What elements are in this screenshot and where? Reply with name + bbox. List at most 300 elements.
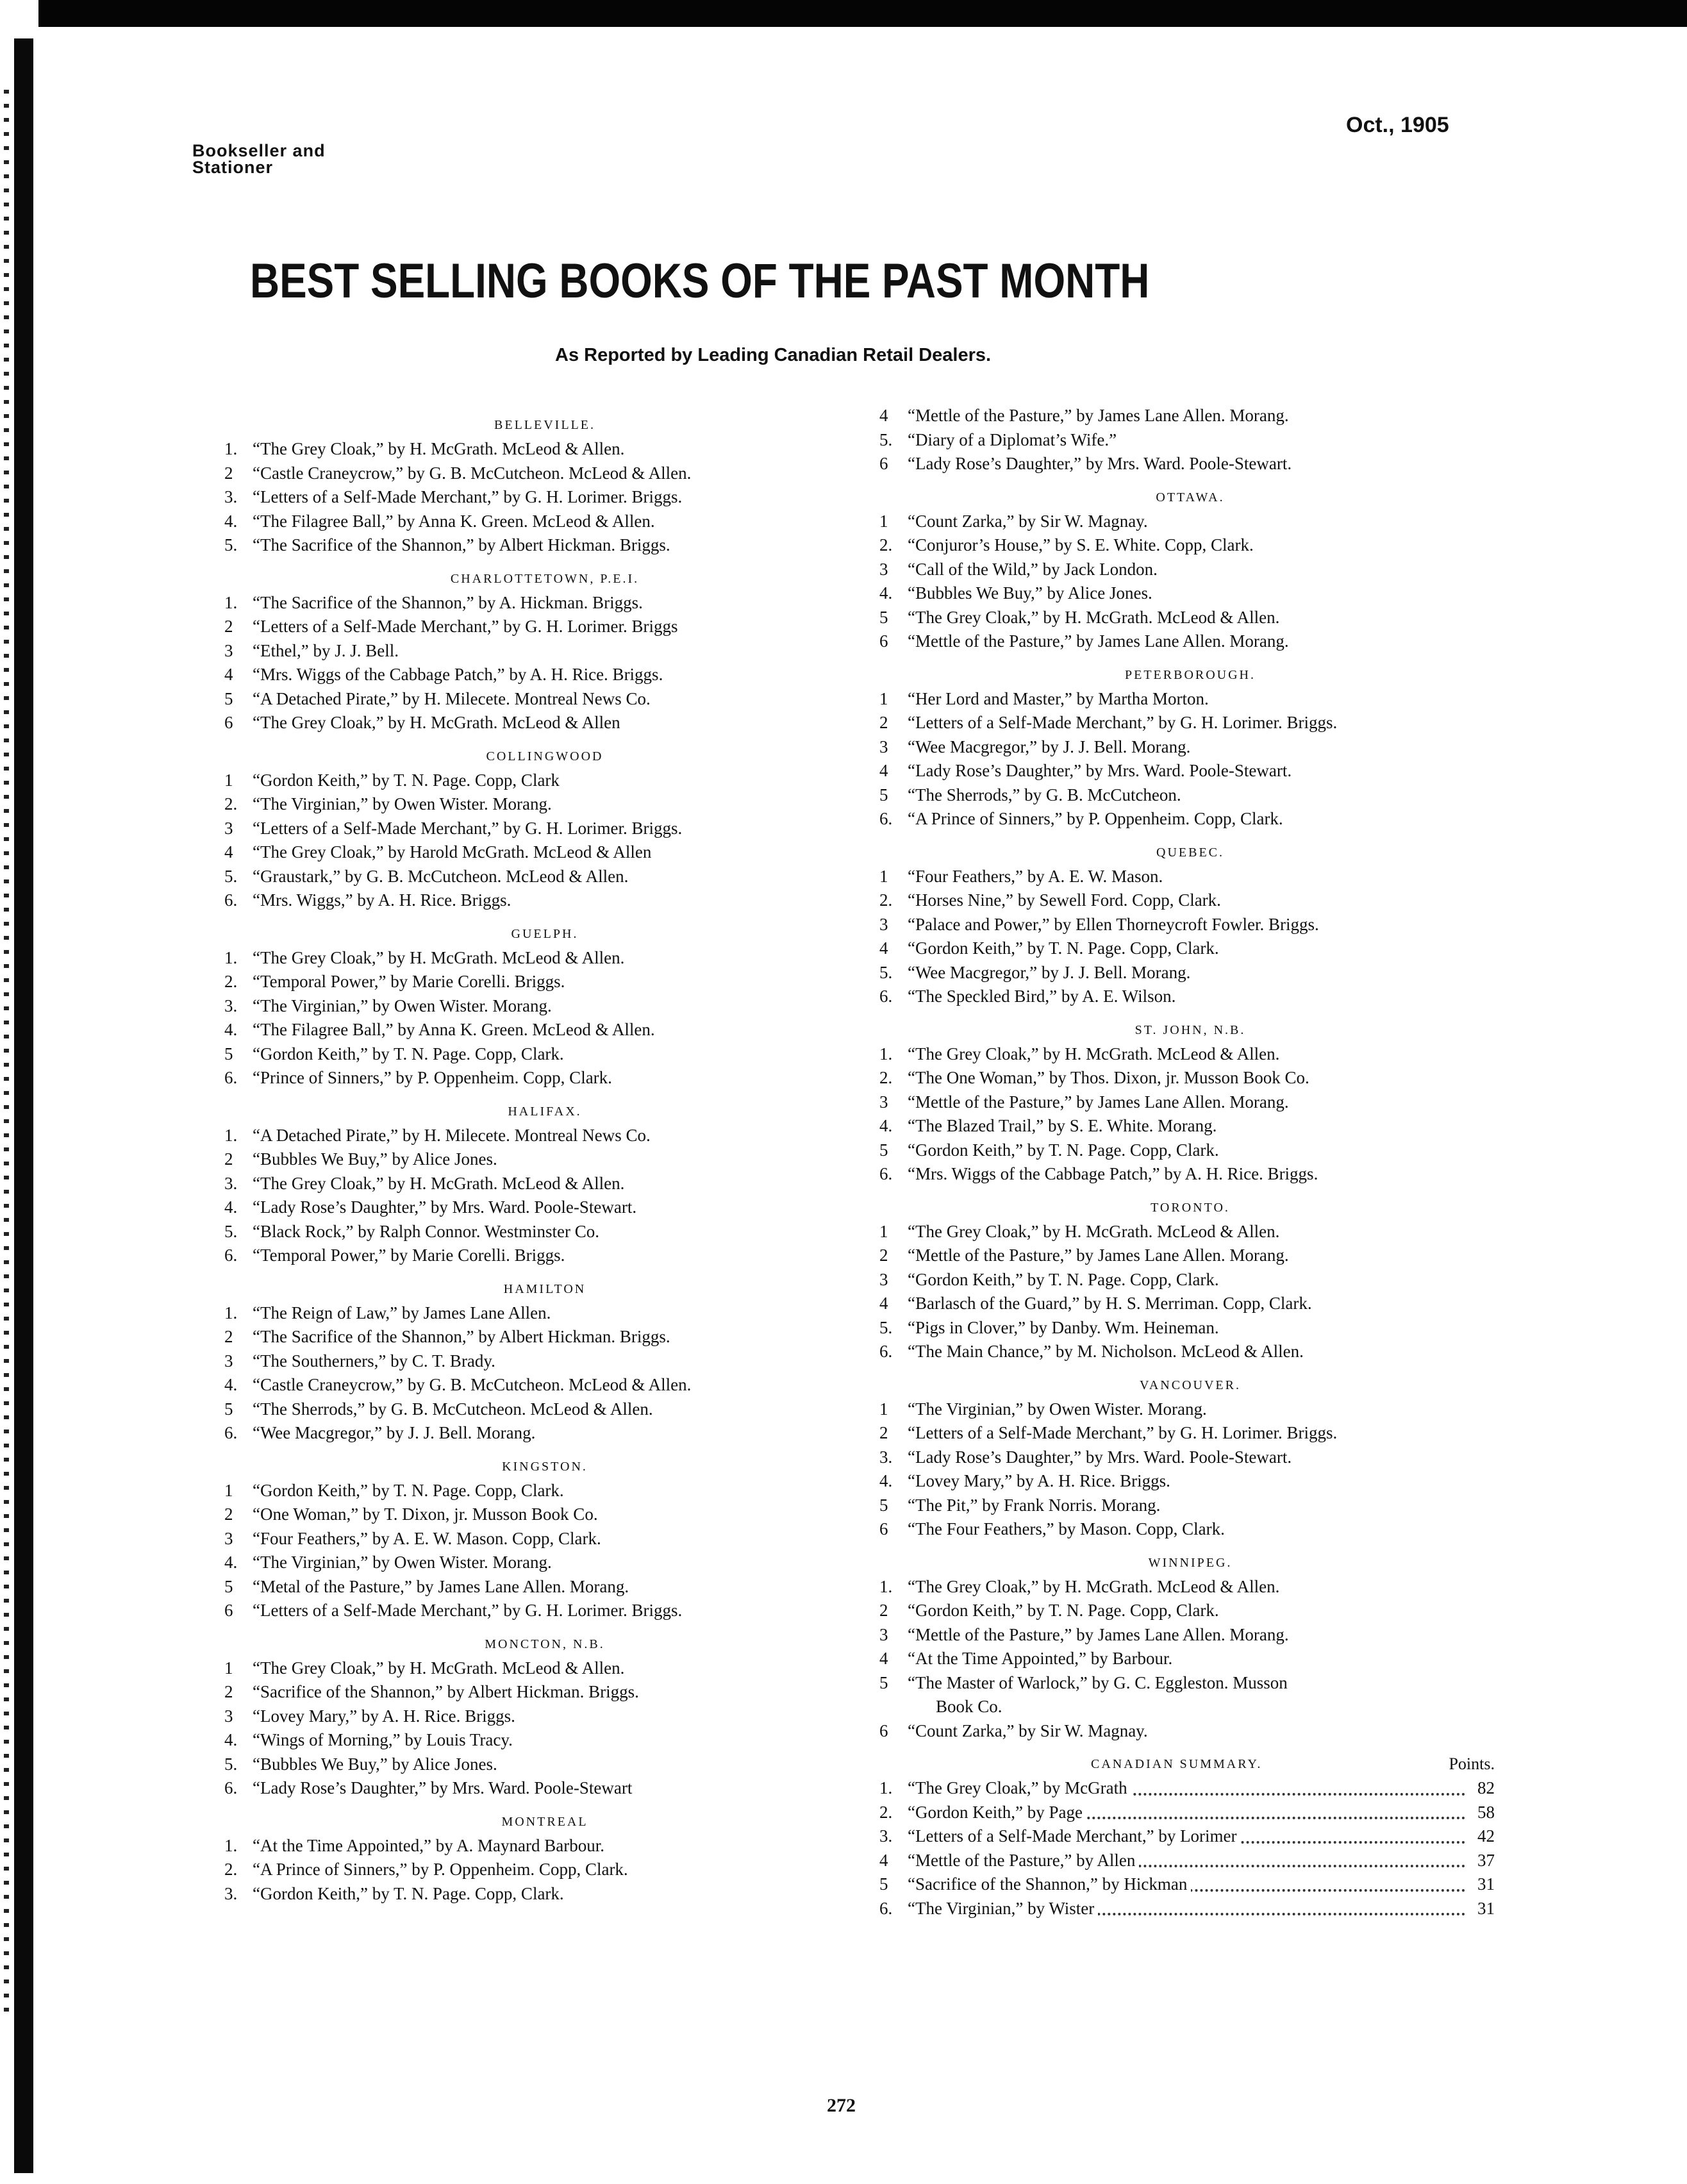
rank-number: 1. xyxy=(224,1835,238,1855)
book-entry-text: “Mettle of the Pasture,” by James Lane Allen. Morang. xyxy=(908,631,1289,651)
book-entry-text: “The Grey Cloak,” by H. McGrath. McLeod & Allen. xyxy=(908,1576,1280,1596)
list-item xyxy=(879,1340,1501,1364)
book-entry-text: “The Grey Cloak,” by H. McGrath. McLeod & Allen. xyxy=(908,1044,1280,1063)
list-item xyxy=(224,1776,865,1801)
rank-number: 2 xyxy=(224,1682,233,1701)
list-item xyxy=(879,1114,1501,1138)
rank-number: 5. xyxy=(224,1221,238,1241)
list-item xyxy=(224,1172,865,1196)
rank-number: 1 xyxy=(224,770,233,790)
book-entry-text: “Wee Macgregor,” by J. J. Bell. Morang. xyxy=(253,1423,536,1442)
book-entry-text: “The Grey Cloak,” by Harold McGrath. McLeod & Allen xyxy=(253,842,652,862)
book-entry-text: Book Co. xyxy=(936,1697,1002,1716)
rank-number: 2 xyxy=(224,463,233,483)
rank-number: 3. xyxy=(224,1883,238,1903)
list-item xyxy=(879,452,1501,476)
list-item xyxy=(224,1728,865,1753)
book-entry-text: “The Speckled Bird,” by A. E. Wilson. xyxy=(908,987,1176,1006)
list-item xyxy=(224,769,865,793)
summary-row xyxy=(879,1801,1501,1825)
rank-number: 1 xyxy=(879,1221,888,1241)
rank-number: 1. xyxy=(224,439,238,458)
list-item xyxy=(224,1656,865,1681)
summary-rank: 3. xyxy=(879,1826,893,1846)
book-entry-text: “The Sherrods,” by G. B. McCutcheon. xyxy=(908,785,1181,804)
book-entry-text: “Four Feathers,” by A. E. W. Mason. xyxy=(908,866,1163,886)
list-item xyxy=(224,485,865,510)
summary-row xyxy=(879,1897,1501,1921)
rank-number: 6 xyxy=(879,1721,888,1740)
rank-number: 2 xyxy=(224,1327,233,1346)
rank-number: 6 xyxy=(879,454,888,473)
list-item xyxy=(879,1719,1501,1744)
book-entry-text: “One Woman,” by T. Dixon, jr. Musson Book Co. xyxy=(253,1505,598,1524)
page-title: BEST SELLING BOOKS OF THE PAST MONTH xyxy=(250,254,1150,308)
rank-number: 4 xyxy=(224,842,233,862)
book-entry-text: “Temporal Power,” by Marie Corelli. Briggs. xyxy=(253,972,565,991)
rank-number: 1 xyxy=(879,511,888,531)
book-entry-text: “The Virginian,” by Owen Wister. Morang. xyxy=(253,794,552,813)
rank-number: 1. xyxy=(224,947,238,967)
rank-number: 4. xyxy=(879,583,893,603)
book-entry-text: “The Sacrifice of the Shannon,” by Albert Hickman. Briggs. xyxy=(253,535,670,554)
book-entry-text: “The Grey Cloak,” by H. McGrath. McLeod & Allen. xyxy=(908,607,1280,627)
rank-number: 1 xyxy=(224,1658,233,1678)
list-item xyxy=(879,606,1501,630)
list-item xyxy=(224,1244,865,1268)
rank-number: 2 xyxy=(879,1423,888,1442)
rank-number: 3 xyxy=(879,1624,888,1644)
page-subtitle: As Reported by Leading Canadian Retail Dealers. xyxy=(555,345,992,365)
list-item xyxy=(879,735,1501,760)
book-entry-text: “Mettle of the Pasture,” by James Lane Allen. Morang. xyxy=(908,1092,1289,1112)
book-entry-text: “The Grey Cloak,” by H. McGrath. McLeod & Allen. xyxy=(908,1221,1280,1241)
list-item xyxy=(224,462,865,486)
book-entry-text: “Castle Craneycrow,” by G. B. McCutcheon. McLeod & Allen. xyxy=(253,1375,692,1394)
book-entry-text: “The Sacrifice of the Shannon,” by Albert Hickman. Briggs. xyxy=(253,1327,670,1346)
list-item xyxy=(879,1494,1501,1518)
rank-number: 5 xyxy=(224,1399,233,1419)
list-item xyxy=(224,1575,865,1599)
list-item xyxy=(879,1268,1501,1292)
book-entry-text: “Lady Rose’s Daughter,” by Mrs. Ward. Poole-Stewart. xyxy=(253,1197,637,1217)
list-item xyxy=(879,1162,1501,1187)
book-entry-text: “Lady Rose’s Daughter,” by Mrs. Ward. Poole-Stewart xyxy=(253,1778,633,1797)
rank-number: 5. xyxy=(224,1754,238,1774)
summary-book-text: “Sacrifice of the Shannon,” by Hickman xyxy=(908,1872,1191,1897)
rank-number: 2 xyxy=(879,1246,888,1265)
rank-number: 4. xyxy=(879,1471,893,1490)
rank-number: 1. xyxy=(879,1576,893,1596)
rank-number: 3 xyxy=(224,818,233,838)
book-entry-text: “Bubbles We Buy,” by Alice Jones. xyxy=(253,1754,497,1774)
city-heading: TORONTO. xyxy=(1151,1200,1230,1215)
rank-number: 5. xyxy=(879,962,893,982)
list-item xyxy=(224,1834,865,1858)
right-column-lists xyxy=(879,404,1501,1743)
rank-number: 3. xyxy=(224,996,238,1015)
list-item xyxy=(224,792,865,817)
list-item xyxy=(224,1147,865,1172)
rank-number: 5. xyxy=(224,866,238,886)
list-item xyxy=(224,1599,865,1623)
book-entry-text: “The Blazed Trail,” by S. E. White. Morang. xyxy=(908,1116,1217,1135)
masthead xyxy=(192,142,326,176)
book-entry-text: “Pigs in Clover,” by Danby. Wm. Heineman. xyxy=(908,1317,1219,1337)
list-item xyxy=(224,1680,865,1705)
book-entry-text: “Mettle of the Pasture,” by James Lane Allen. Morang. xyxy=(908,406,1289,425)
book-entry-text: “The Virginian,” by Owen Wister. Morang. xyxy=(908,1399,1207,1419)
list-item xyxy=(224,865,865,889)
rank-number: 1. xyxy=(224,1303,238,1322)
summary-book-text: “Letters of a Self-Made Merchant,” by Lorimer xyxy=(908,1824,1241,1849)
summary-rank: 4 xyxy=(879,1850,888,1870)
rank-number: 6 xyxy=(879,631,888,651)
rank-number: 2. xyxy=(224,1860,238,1879)
rank-number: 1 xyxy=(224,1480,233,1500)
rank-number: 2 xyxy=(224,1505,233,1524)
book-entry-text: “Letters of a Self-Made Merchant,” by G. H. Lorimer. Briggs. xyxy=(253,1601,683,1620)
book-entry-text: “A Detached Pirate,” by H. Milecete. Montreal News Co. xyxy=(253,1125,651,1145)
right-column xyxy=(879,404,1501,1921)
book-entry-text: “Castle Craneycrow,” by G. B. McCutcheon. McLeod & Allen. xyxy=(253,463,692,483)
rank-number: 3 xyxy=(879,914,888,934)
list-item xyxy=(224,1503,865,1527)
list-item xyxy=(879,1623,1501,1647)
summary-points: 37 xyxy=(1467,1849,1495,1873)
book-entry-text: “Wee Macgregor,” by J. J. Bell. Morang. xyxy=(908,737,1191,756)
list-item xyxy=(224,994,865,1019)
city-section xyxy=(879,1196,1501,1364)
summary-rank: 5 xyxy=(879,1874,888,1894)
scan-top-border xyxy=(0,0,1687,27)
rank-number: 2 xyxy=(224,617,233,636)
list-item xyxy=(224,1397,865,1422)
book-entry-text: “At the Time Appointed,” by A. Maynard Barbour. xyxy=(253,1835,604,1855)
book-entry-text: “Temporal Power,” by Marie Corelli. Briggs. xyxy=(253,1246,565,1265)
list-item xyxy=(879,961,1501,985)
city-heading: VANCOUVER. xyxy=(1140,1378,1241,1392)
book-entry-text: “The Grey Cloak,” by H. McGrath. McLeod & Allen. xyxy=(253,1173,625,1193)
book-entry-text: “Mrs. Wiggs,” by A. H. Rice. Briggs. xyxy=(253,890,511,910)
rank-number: 5 xyxy=(879,1140,888,1160)
book-entry-text: “Count Zarka,” by Sir W. Magnay. xyxy=(908,1721,1148,1740)
city-section xyxy=(224,1099,865,1268)
summary-points-label: Points. xyxy=(1449,1755,1495,1773)
list-item xyxy=(879,1066,1501,1090)
book-entry-text: “Black Rock,” by Ralph Connor. Westminster Co. xyxy=(253,1221,600,1241)
list-item xyxy=(879,1469,1501,1494)
rank-number: 5 xyxy=(224,1576,233,1596)
scan-left-edge xyxy=(0,0,38,2184)
book-entry-text: “Lovey Mary,” by A. H. Rice. Briggs. xyxy=(908,1471,1170,1490)
book-entry-text: “Graustark,” by G. B. McCutcheon. McLeod & Allen. xyxy=(253,866,629,886)
list-item xyxy=(224,1066,865,1090)
city-section xyxy=(879,1018,1501,1187)
book-entry-text: “The One Woman,” by Thos. Dixon, jr. Musson Book Co. xyxy=(908,1068,1309,1087)
book-entry-text: “At the Time Appointed,” by Barbour. xyxy=(908,1649,1173,1668)
city-section xyxy=(224,1277,865,1446)
list-item xyxy=(224,1551,865,1575)
list-item xyxy=(879,1138,1501,1163)
list-item xyxy=(224,1882,865,1906)
list-item xyxy=(224,687,865,712)
rank-number: 3 xyxy=(879,1269,888,1289)
book-entry-text: “The Grey Cloak,” by H. McGrath. McLeod & Allen. xyxy=(253,947,625,967)
city-heading: ST. JOHN, N.B. xyxy=(1134,1022,1246,1037)
book-entry-text: “Gordon Keith,” by T. N. Page. Copp, Clark xyxy=(253,770,560,790)
rank-number: 3. xyxy=(224,487,238,506)
rank-number: 3 xyxy=(879,559,888,579)
city-section xyxy=(879,840,1501,1009)
list-item xyxy=(879,1446,1501,1470)
list-item xyxy=(879,1517,1501,1542)
rank-number: 6. xyxy=(879,1164,893,1183)
list-item xyxy=(224,888,865,913)
rank-number: 3 xyxy=(879,1092,888,1112)
list-item xyxy=(879,629,1501,654)
list-item xyxy=(224,1349,865,1374)
page-number: 272 xyxy=(827,2095,856,2116)
city-heading: WINNIPEG. xyxy=(1148,1555,1233,1570)
book-entry-text: “The Master of Warlock,” by G. C. Eggleston. Musson xyxy=(908,1672,1288,1692)
city-heading: CHARLOTTETOWN, P.E.I. xyxy=(450,571,640,586)
list-item xyxy=(879,865,1501,889)
summary-book-text: “Mettle of the Pasture,” by Allen xyxy=(908,1849,1139,1873)
book-entry-text: “The Virginian,” by Owen Wister. Morang. xyxy=(253,996,552,1015)
list-item xyxy=(224,840,865,865)
book-entry-text: “The Grey Cloak,” by H. McGrath. McLeod & Allen. xyxy=(253,439,625,458)
book-entry-text: “The Filagree Ball,” by Anna K. Green. McLeod & Allen. xyxy=(253,511,655,531)
rank-number: 3 xyxy=(224,1528,233,1548)
list-item xyxy=(879,807,1501,831)
list-item xyxy=(879,913,1501,937)
book-entry-text: “The Grey Cloak,” by H. McGrath. McLeod & Allen. xyxy=(253,1658,625,1678)
list-item xyxy=(879,1220,1501,1244)
rank-number: 1. xyxy=(879,1044,893,1063)
rank-number: 4. xyxy=(224,1730,238,1749)
summary-points: 31 xyxy=(1467,1872,1495,1897)
rank-number: 2 xyxy=(224,1149,233,1169)
rank-number: 6 xyxy=(224,713,233,732)
issue-date: Oct., 1905 xyxy=(1346,113,1449,137)
book-entry-text: “Barlasch of the Guard,” by H. S. Merriman. Copp, Clark. xyxy=(908,1294,1312,1313)
city-section xyxy=(879,663,1501,831)
list-item xyxy=(224,1479,865,1503)
city-section xyxy=(879,404,1501,476)
list-item xyxy=(224,1527,865,1551)
book-entry-text: “Count Zarka,” by Sir W. Magnay. xyxy=(908,511,1148,531)
summary-header xyxy=(879,1752,1501,1776)
rank-number: 1 xyxy=(879,866,888,886)
book-entry-text: “Palace and Power,” by Ellen Thorneycroft Fowler. Briggs. xyxy=(908,914,1319,934)
list-item xyxy=(224,1042,865,1067)
rank-number: 6 xyxy=(879,1519,888,1538)
rank-number: 1. xyxy=(224,592,238,612)
list-item xyxy=(224,1196,865,1220)
book-entry-text: “The Sacrifice of the Shannon,” by A. Hickman. Briggs. xyxy=(253,592,643,612)
rank-number: 4. xyxy=(224,1197,238,1217)
city-heading: QUEBEC. xyxy=(1156,845,1224,860)
rank-number: 6. xyxy=(224,890,238,910)
list-item xyxy=(224,970,865,994)
rank-number: 2 xyxy=(879,1601,888,1620)
book-entry-text: “The Southerners,” by C. T. Brady. xyxy=(253,1351,495,1371)
summary-row xyxy=(879,1872,1501,1897)
rank-number: 2. xyxy=(224,972,238,991)
book-entry-text: “Lady Rose’s Daughter,” by Mrs. Ward. Poole-Stewart. xyxy=(908,454,1292,473)
book-entry-text: “Wee Macgregor,” by J. J. Bell. Morang. xyxy=(908,962,1191,982)
rank-number: 4 xyxy=(879,1294,888,1313)
rank-number: 4. xyxy=(224,511,238,531)
book-entry-text: “Letters of a Self-Made Merchant,” by G. H. Lorimer. Briggs. xyxy=(253,487,683,506)
rank-number: 2 xyxy=(879,713,888,732)
list-item xyxy=(879,510,1501,534)
city-section xyxy=(879,485,1501,654)
city-heading: PETERBOROUGH. xyxy=(1124,667,1256,682)
city-section xyxy=(879,1551,1501,1744)
book-entry-text: “Gordon Keith,” by T. N. Page. Copp, Clark. xyxy=(908,1269,1219,1289)
city-section xyxy=(224,1455,865,1623)
book-entry-text: “The Sherrods,” by G. B. McCutcheon. McLeod & Allen. xyxy=(253,1399,653,1419)
city-heading: MONTREAL xyxy=(501,1814,588,1829)
book-entry-text: “Call of the Wild,” by Jack London. xyxy=(908,559,1158,579)
city-section xyxy=(224,922,865,1090)
list-item xyxy=(879,783,1501,808)
list-item xyxy=(879,1244,1501,1268)
rank-number: 5 xyxy=(224,1044,233,1063)
city-heading: KINGSTON. xyxy=(502,1459,588,1474)
scan-left-border xyxy=(14,38,33,2173)
list-item xyxy=(224,615,865,639)
summary-rows xyxy=(879,1776,1501,1921)
rank-number: 2. xyxy=(879,535,893,554)
book-entry-text: “The Virginian,” by Owen Wister. Morang. xyxy=(253,1553,552,1572)
city-heading: HALIFAX. xyxy=(508,1104,582,1119)
list-item xyxy=(879,985,1501,1009)
summary-title: CANADIAN SUMMARY. xyxy=(1091,1757,1263,1771)
rank-number: 2. xyxy=(224,794,238,813)
book-entry-text: “Lady Rose’s Daughter,” by Mrs. Ward. Poole-Stewart. xyxy=(908,761,1292,780)
rank-number: 5. xyxy=(224,535,238,554)
city-heading: MONCTON, N.B. xyxy=(485,1637,605,1651)
list-item xyxy=(879,711,1501,735)
summary-row xyxy=(879,1824,1501,1849)
city-section xyxy=(224,1632,865,1801)
list-item xyxy=(224,1705,865,1729)
book-entry-text: “Bubbles We Buy,” by Alice Jones. xyxy=(253,1149,497,1169)
city-section xyxy=(224,1810,865,1906)
book-entry-text: “Her Lord and Master,” by Martha Morton. xyxy=(908,688,1209,708)
book-entry-text: “A Prince of Sinners,” by P. Oppenheim. Copp, Clark. xyxy=(253,1860,628,1879)
rank-number: 4. xyxy=(224,1375,238,1394)
book-entry-text: “The Filagree Ball,” by Anna K. Green. McLeod & Allen. xyxy=(253,1020,655,1039)
rank-number: 5. xyxy=(879,1317,893,1337)
rank-number: 3 xyxy=(224,640,233,660)
canadian-summary xyxy=(879,1752,1501,1921)
rank-number: 4 xyxy=(879,938,888,958)
book-entry-text: “Letters of a Self-Made Merchant,” by G. H. Lorimer. Briggs. xyxy=(253,818,683,838)
book-entry-text: “Mettle of the Pasture,” by James Lane Allen. Morang. xyxy=(908,1624,1289,1644)
list-item xyxy=(879,1695,1501,1719)
list-item xyxy=(224,946,865,971)
list-item xyxy=(879,687,1501,712)
list-item xyxy=(879,1421,1501,1446)
rank-number: 4. xyxy=(879,1116,893,1135)
rank-number: 2. xyxy=(879,1068,893,1087)
book-entry-text: “A Detached Pirate,” by H. Milecete. Montreal News Co. xyxy=(253,688,651,708)
list-item xyxy=(224,533,865,558)
book-entry-text: “Gordon Keith,” by T. N. Page. Copp, Clark. xyxy=(253,1883,564,1903)
book-entry-text: “Gordon Keith,” by T. N. Page. Copp, Clark. xyxy=(908,1140,1219,1160)
list-item xyxy=(879,428,1501,453)
list-item xyxy=(224,1220,865,1244)
book-entry-text: “Gordon Keith,” by T. N. Page. Copp, Clark. xyxy=(253,1480,564,1500)
book-entry-text: “Ethel,” by J. J. Bell. xyxy=(253,640,399,660)
rank-number: 3 xyxy=(879,737,888,756)
city-section xyxy=(224,413,865,558)
book-entry-text: “Horses Nine,” by Sewell Ford. Copp, Clark. xyxy=(908,890,1221,910)
rank-number: 6. xyxy=(224,1423,238,1442)
list-item xyxy=(879,1647,1501,1671)
list-item xyxy=(224,1018,865,1042)
city-heading: COLLINGWOOD xyxy=(486,749,604,763)
list-item xyxy=(224,639,865,663)
rank-number: 5 xyxy=(224,688,233,708)
book-entry-text: “The Main Chance,” by M. Nicholson. McLeod & Allen. xyxy=(908,1342,1304,1361)
list-item xyxy=(224,1421,865,1446)
rank-number: 1 xyxy=(879,688,888,708)
list-item xyxy=(879,558,1501,582)
rank-number: 1. xyxy=(224,1125,238,1145)
list-item xyxy=(879,1397,1501,1422)
rank-number: 2. xyxy=(879,890,893,910)
list-item xyxy=(879,1671,1501,1696)
rank-number: 4. xyxy=(224,1020,238,1039)
rank-number: 5 xyxy=(879,785,888,804)
rank-number: 5 xyxy=(879,1495,888,1515)
rank-number: 3. xyxy=(224,1173,238,1193)
masthead-line-1: Bookseller and xyxy=(192,141,326,160)
book-entry-text: “Gordon Keith,” by T. N. Page. Copp, Clark. xyxy=(908,1601,1219,1620)
book-entry-text: “The Four Feathers,” by Mason. Copp, Clark. xyxy=(908,1519,1225,1538)
list-item xyxy=(224,591,865,615)
list-item xyxy=(224,711,865,735)
list-item xyxy=(879,1090,1501,1115)
city-heading: OTTAWA. xyxy=(1156,490,1225,504)
list-item xyxy=(879,759,1501,783)
list-item xyxy=(879,1316,1501,1340)
book-entry-text: “The Grey Cloak,” by H. McGrath. McLeod & Allen xyxy=(253,713,620,732)
city-section xyxy=(224,567,865,735)
rank-number: 4 xyxy=(879,761,888,780)
left-column xyxy=(224,404,865,1906)
book-entry-text: “Letters of a Self-Made Merchant,” by G. H. Lorimer. Briggs. xyxy=(908,713,1338,732)
city-heading: HAMILTON xyxy=(503,1281,586,1296)
rank-number: 4. xyxy=(224,1553,238,1572)
book-entry-text: “Diary of a Diplomat’s Wife.” xyxy=(908,429,1117,449)
city-section xyxy=(879,1373,1501,1542)
rank-number: 4 xyxy=(224,665,233,684)
summary-rank: 2. xyxy=(879,1802,893,1822)
list-item xyxy=(879,1599,1501,1623)
book-entry-text: “A Prince of Sinners,” by P. Oppenheim. Copp, Clark. xyxy=(908,809,1283,828)
summary-rank: 1. xyxy=(879,1778,893,1797)
summary-book-text: “Gordon Keith,” by Page xyxy=(908,1801,1086,1825)
book-entry-text: “Mettle of the Pasture,” by James Lane Allen. Morang. xyxy=(908,1246,1289,1265)
summary-points: 58 xyxy=(1467,1801,1495,1825)
summary-book-text: “The Virginian,” by Wister xyxy=(908,1897,1098,1921)
